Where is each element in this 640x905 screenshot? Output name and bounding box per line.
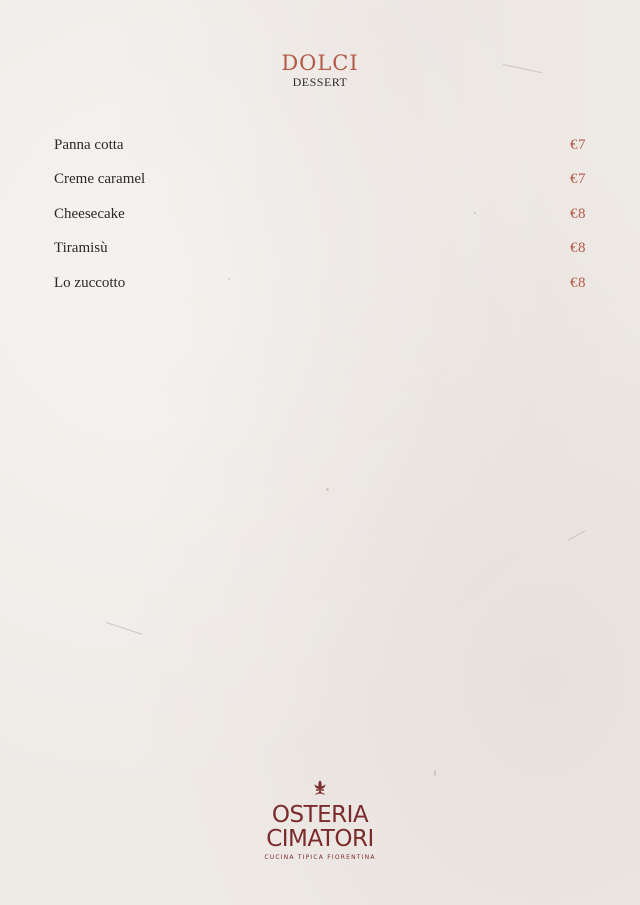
- menu-item-name: Creme caramel: [54, 171, 146, 188]
- section-title: DOLCI: [281, 51, 359, 75]
- paper-fiber: [568, 530, 586, 541]
- menu-item: [54, 232, 586, 267]
- paper-speck: [434, 770, 436, 776]
- section-subtitle: DESSERT: [292, 75, 348, 89]
- florentine-lily-icon: [312, 780, 328, 798]
- menu-item-price: €8: [570, 274, 586, 291]
- menu-item-price: €7: [570, 171, 586, 188]
- restaurant-logo: [0, 780, 640, 861]
- menu-item: [54, 266, 586, 301]
- logo-line-osteria: OSTERIA: [271, 802, 369, 828]
- menu-item: [54, 163, 586, 198]
- paper-fiber: [106, 622, 142, 635]
- menu-item-price: €7: [570, 136, 586, 153]
- menu-item: [54, 197, 586, 232]
- logo-line-cimatori: CIMATORI: [266, 826, 374, 852]
- logo-tagline: CUCINA TIPICA FIORENTINA: [264, 854, 376, 861]
- menu-item-name: Tiramisù: [54, 240, 108, 257]
- menu-section-header: [0, 52, 640, 90]
- menu-item-name: Panna cotta: [54, 136, 124, 153]
- menu-item-name: Lo zuccotto: [54, 274, 126, 291]
- menu-item-price: €8: [570, 240, 586, 257]
- paper-speck: [326, 488, 329, 491]
- menu-item: [54, 128, 586, 163]
- dessert-menu-list: [54, 128, 586, 301]
- menu-item-price: €8: [570, 205, 586, 222]
- menu-item-name: Cheesecake: [54, 205, 125, 222]
